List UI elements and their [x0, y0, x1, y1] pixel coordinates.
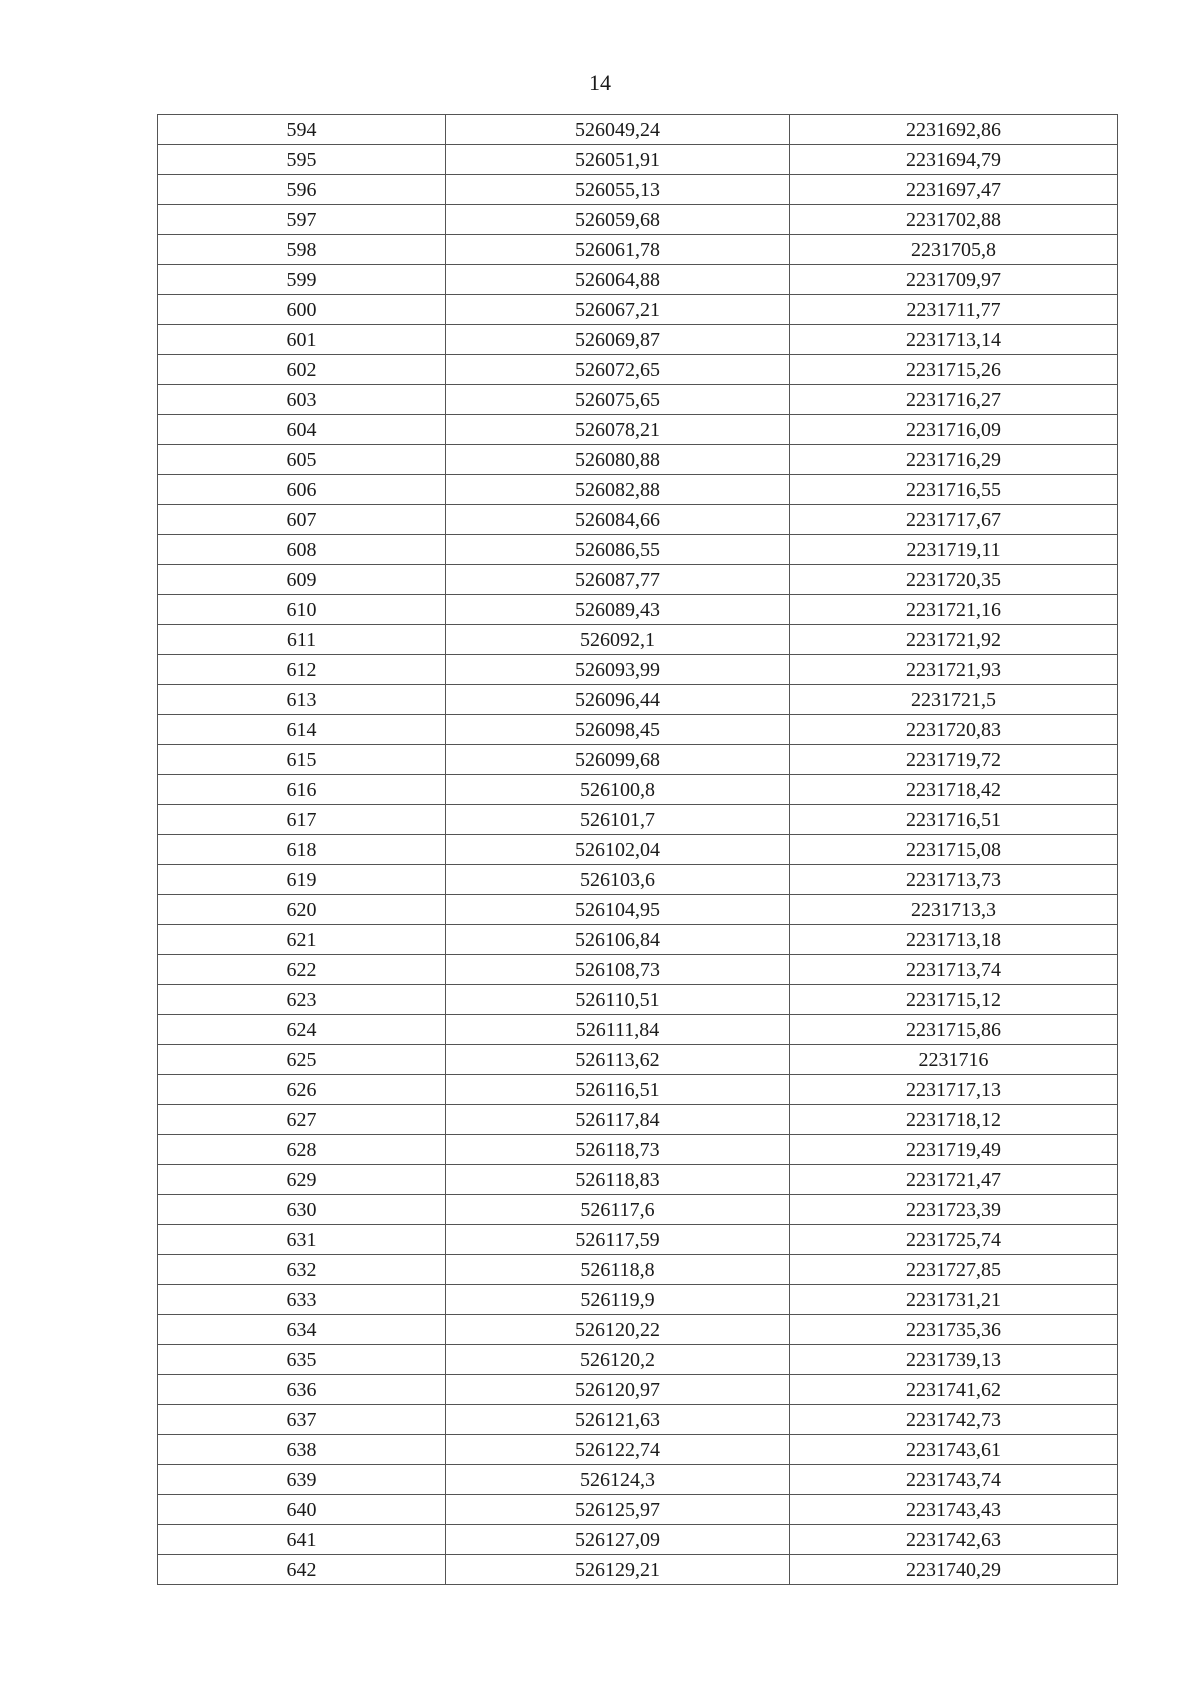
x-coordinate-cell: 526049,24: [446, 115, 790, 145]
table-row: [158, 775, 1118, 805]
x-coordinate-cell: 526119,9: [446, 1285, 790, 1315]
point-number-cell: 610: [158, 595, 446, 625]
x-coordinate-cell: 526089,43: [446, 595, 790, 625]
y-coordinate-cell: 2231711,77: [790, 295, 1118, 325]
point-number-cell: 600: [158, 295, 446, 325]
y-coordinate-cell: 2231716,51: [790, 805, 1118, 835]
table-row: [158, 1045, 1118, 1075]
y-coordinate-cell: 2231716,55: [790, 475, 1118, 505]
point-number-cell: 606: [158, 475, 446, 505]
point-number-cell: 599: [158, 265, 446, 295]
y-coordinate-cell: 2231713,3: [790, 895, 1118, 925]
y-coordinate-cell: 2231727,85: [790, 1255, 1118, 1285]
y-coordinate-cell: 2231715,26: [790, 355, 1118, 385]
point-number-cell: 613: [158, 685, 446, 715]
point-number-cell: 639: [158, 1465, 446, 1495]
y-coordinate-cell: 2231718,42: [790, 775, 1118, 805]
x-coordinate-cell: 526106,84: [446, 925, 790, 955]
x-coordinate-cell: 526118,8: [446, 1255, 790, 1285]
y-coordinate-cell: 2231719,49: [790, 1135, 1118, 1165]
y-coordinate-cell: 2231716: [790, 1045, 1118, 1075]
point-number-cell: 618: [158, 835, 446, 865]
point-number-cell: 629: [158, 1165, 446, 1195]
x-coordinate-cell: 526101,7: [446, 805, 790, 835]
table-row: [158, 145, 1118, 175]
y-coordinate-cell: 2231692,86: [790, 115, 1118, 145]
y-coordinate-cell: 2231717,13: [790, 1075, 1118, 1105]
x-coordinate-cell: 526084,66: [446, 505, 790, 535]
y-coordinate-cell: 2231715,12: [790, 985, 1118, 1015]
x-coordinate-cell: 526120,22: [446, 1315, 790, 1345]
table-row: [158, 1225, 1118, 1255]
table-row: [158, 1405, 1118, 1435]
y-coordinate-cell: 2231713,73: [790, 865, 1118, 895]
page-number: 14: [589, 70, 611, 95]
table-row: [158, 1255, 1118, 1285]
point-number-cell: 617: [158, 805, 446, 835]
x-coordinate-cell: 526117,6: [446, 1195, 790, 1225]
y-coordinate-cell: 2231713,18: [790, 925, 1118, 955]
table-row: [158, 265, 1118, 295]
x-coordinate-cell: 526093,99: [446, 655, 790, 685]
y-coordinate-cell: 2231716,09: [790, 415, 1118, 445]
y-coordinate-cell: 2231739,13: [790, 1345, 1118, 1375]
y-coordinate-cell: 2231720,83: [790, 715, 1118, 745]
x-coordinate-cell: 526064,88: [446, 265, 790, 295]
y-coordinate-cell: 2231713,74: [790, 955, 1118, 985]
table-row: [158, 115, 1118, 145]
point-number-cell: 612: [158, 655, 446, 685]
y-coordinate-cell: 2231742,73: [790, 1405, 1118, 1435]
x-coordinate-cell: 526082,88: [446, 475, 790, 505]
x-coordinate-cell: 526117,59: [446, 1225, 790, 1255]
table-row: [158, 1075, 1118, 1105]
table-row: [158, 1165, 1118, 1195]
table-row: [158, 505, 1118, 535]
point-number-cell: 623: [158, 985, 446, 1015]
y-coordinate-cell: 2231716,29: [790, 445, 1118, 475]
point-number-cell: 627: [158, 1105, 446, 1135]
table-row: [158, 625, 1118, 655]
x-coordinate-cell: 526120,2: [446, 1345, 790, 1375]
point-number-cell: 640: [158, 1495, 446, 1525]
x-coordinate-cell: 526121,63: [446, 1405, 790, 1435]
y-coordinate-cell: 2231716,27: [790, 385, 1118, 415]
y-coordinate-cell: 2231723,39: [790, 1195, 1118, 1225]
point-number-cell: 614: [158, 715, 446, 745]
table-row: [158, 1375, 1118, 1405]
x-coordinate-cell: 526120,97: [446, 1375, 790, 1405]
point-number-cell: 638: [158, 1435, 446, 1465]
point-number-cell: 642: [158, 1555, 446, 1585]
y-coordinate-cell: 2231705,8: [790, 235, 1118, 265]
point-number-cell: 641: [158, 1525, 446, 1555]
point-number-cell: 619: [158, 865, 446, 895]
table-row: [158, 205, 1118, 235]
y-coordinate-cell: 2231721,47: [790, 1165, 1118, 1195]
point-number-cell: 637: [158, 1405, 446, 1435]
table-row: [158, 1345, 1118, 1375]
x-coordinate-cell: 526051,91: [446, 145, 790, 175]
y-coordinate-cell: 2231709,97: [790, 265, 1118, 295]
x-coordinate-cell: 526118,83: [446, 1165, 790, 1195]
y-coordinate-cell: 2231742,63: [790, 1525, 1118, 1555]
x-coordinate-cell: 526122,74: [446, 1435, 790, 1465]
y-coordinate-cell: 2231719,72: [790, 745, 1118, 775]
y-coordinate-cell: 2231743,43: [790, 1495, 1118, 1525]
table-row: [158, 1525, 1118, 1555]
point-number-cell: 616: [158, 775, 446, 805]
point-number-cell: 597: [158, 205, 446, 235]
x-coordinate-cell: 526059,68: [446, 205, 790, 235]
y-coordinate-cell: 2231735,36: [790, 1315, 1118, 1345]
table-row: [158, 685, 1118, 715]
x-coordinate-cell: 526102,04: [446, 835, 790, 865]
y-coordinate-cell: 2231717,67: [790, 505, 1118, 535]
point-number-cell: 615: [158, 745, 446, 775]
table-row: [158, 1285, 1118, 1315]
y-coordinate-cell: 2231719,11: [790, 535, 1118, 565]
y-coordinate-cell: 2231743,61: [790, 1435, 1118, 1465]
point-number-cell: 596: [158, 175, 446, 205]
table-row: [158, 865, 1118, 895]
y-coordinate-cell: 2231741,62: [790, 1375, 1118, 1405]
table-row: [158, 295, 1118, 325]
y-coordinate-cell: 2231721,92: [790, 625, 1118, 655]
x-coordinate-cell: 526072,65: [446, 355, 790, 385]
point-number-cell: 603: [158, 385, 446, 415]
point-number-cell: 595: [158, 145, 446, 175]
y-coordinate-cell: 2231697,47: [790, 175, 1118, 205]
y-coordinate-cell: 2231715,08: [790, 835, 1118, 865]
point-number-cell: 602: [158, 355, 446, 385]
table-row: [158, 475, 1118, 505]
point-number-cell: 625: [158, 1045, 446, 1075]
x-coordinate-cell: 526110,51: [446, 985, 790, 1015]
y-coordinate-cell: 2231721,5: [790, 685, 1118, 715]
x-coordinate-cell: 526129,21: [446, 1555, 790, 1585]
y-coordinate-cell: 2231702,88: [790, 205, 1118, 235]
table-row: [158, 445, 1118, 475]
point-number-cell: 628: [158, 1135, 446, 1165]
point-number-cell: 609: [158, 565, 446, 595]
table-row: [158, 415, 1118, 445]
x-coordinate-cell: 526111,84: [446, 1015, 790, 1045]
table-row: [158, 1015, 1118, 1045]
x-coordinate-cell: 526116,51: [446, 1075, 790, 1105]
y-coordinate-cell: 2231713,14: [790, 325, 1118, 355]
x-coordinate-cell: 526098,45: [446, 715, 790, 745]
table-row: [158, 925, 1118, 955]
table-row: [158, 805, 1118, 835]
table-row: [158, 1195, 1118, 1225]
x-coordinate-cell: 526124,3: [446, 1465, 790, 1495]
x-coordinate-cell: 526108,73: [446, 955, 790, 985]
point-number-cell: 620: [158, 895, 446, 925]
point-number-cell: 632: [158, 1255, 446, 1285]
point-number-cell: 607: [158, 505, 446, 535]
point-number-cell: 621: [158, 925, 446, 955]
x-coordinate-cell: 526103,6: [446, 865, 790, 895]
point-number-cell: 624: [158, 1015, 446, 1045]
point-number-cell: 626: [158, 1075, 446, 1105]
x-coordinate-cell: 526099,68: [446, 745, 790, 775]
table-row: [158, 1465, 1118, 1495]
x-coordinate-cell: 526061,78: [446, 235, 790, 265]
x-coordinate-cell: 526055,13: [446, 175, 790, 205]
point-number-cell: 630: [158, 1195, 446, 1225]
y-coordinate-cell: 2231720,35: [790, 565, 1118, 595]
x-coordinate-cell: 526078,21: [446, 415, 790, 445]
table-row: [158, 955, 1118, 985]
table-row: [158, 895, 1118, 925]
y-coordinate-cell: 2231740,29: [790, 1555, 1118, 1585]
table-row: [158, 1495, 1118, 1525]
x-coordinate-cell: 526113,62: [446, 1045, 790, 1075]
table-row: [158, 325, 1118, 355]
table-row: [158, 655, 1118, 685]
table-row: [158, 565, 1118, 595]
table-row: [158, 235, 1118, 265]
point-number-cell: 636: [158, 1375, 446, 1405]
y-coordinate-cell: 2231725,74: [790, 1225, 1118, 1255]
point-number-cell: 598: [158, 235, 446, 265]
point-number-cell: 604: [158, 415, 446, 445]
x-coordinate-cell: 526104,95: [446, 895, 790, 925]
x-coordinate-cell: 526092,1: [446, 625, 790, 655]
table-row: [158, 1435, 1118, 1465]
table-row: [158, 745, 1118, 775]
table-row: [158, 595, 1118, 625]
x-coordinate-cell: 526096,44: [446, 685, 790, 715]
table-row: [158, 385, 1118, 415]
point-number-cell: 608: [158, 535, 446, 565]
coordinates-table: [157, 114, 1118, 1585]
x-coordinate-cell: 526118,73: [446, 1135, 790, 1165]
y-coordinate-cell: 2231721,93: [790, 655, 1118, 685]
x-coordinate-cell: 526100,8: [446, 775, 790, 805]
table-row: [158, 535, 1118, 565]
table-row: [158, 985, 1118, 1015]
table-row: [158, 355, 1118, 385]
table-row: [158, 715, 1118, 745]
x-coordinate-cell: 526087,77: [446, 565, 790, 595]
coordinates-table-body: [158, 115, 1118, 1585]
y-coordinate-cell: 2231718,12: [790, 1105, 1118, 1135]
x-coordinate-cell: 526080,88: [446, 445, 790, 475]
point-number-cell: 611: [158, 625, 446, 655]
x-coordinate-cell: 526117,84: [446, 1105, 790, 1135]
x-coordinate-cell: 526069,87: [446, 325, 790, 355]
point-number-cell: 633: [158, 1285, 446, 1315]
x-coordinate-cell: 526086,55: [446, 535, 790, 565]
point-number-cell: 635: [158, 1345, 446, 1375]
x-coordinate-cell: 526067,21: [446, 295, 790, 325]
y-coordinate-cell: 2231721,16: [790, 595, 1118, 625]
y-coordinate-cell: 2231743,74: [790, 1465, 1118, 1495]
point-number-cell: 605: [158, 445, 446, 475]
table-row: [158, 835, 1118, 865]
point-number-cell: 594: [158, 115, 446, 145]
point-number-cell: 631: [158, 1225, 446, 1255]
table-row: [158, 1555, 1118, 1585]
table-row: [158, 1135, 1118, 1165]
table-row: [158, 1105, 1118, 1135]
point-number-cell: 634: [158, 1315, 446, 1345]
point-number-cell: 601: [158, 325, 446, 355]
point-number-cell: 622: [158, 955, 446, 985]
y-coordinate-cell: 2231715,86: [790, 1015, 1118, 1045]
table-row: [158, 1315, 1118, 1345]
y-coordinate-cell: 2231694,79: [790, 145, 1118, 175]
x-coordinate-cell: 526075,65: [446, 385, 790, 415]
x-coordinate-cell: 526125,97: [446, 1495, 790, 1525]
x-coordinate-cell: 526127,09: [446, 1525, 790, 1555]
table-row: [158, 175, 1118, 205]
y-coordinate-cell: 2231731,21: [790, 1285, 1118, 1315]
